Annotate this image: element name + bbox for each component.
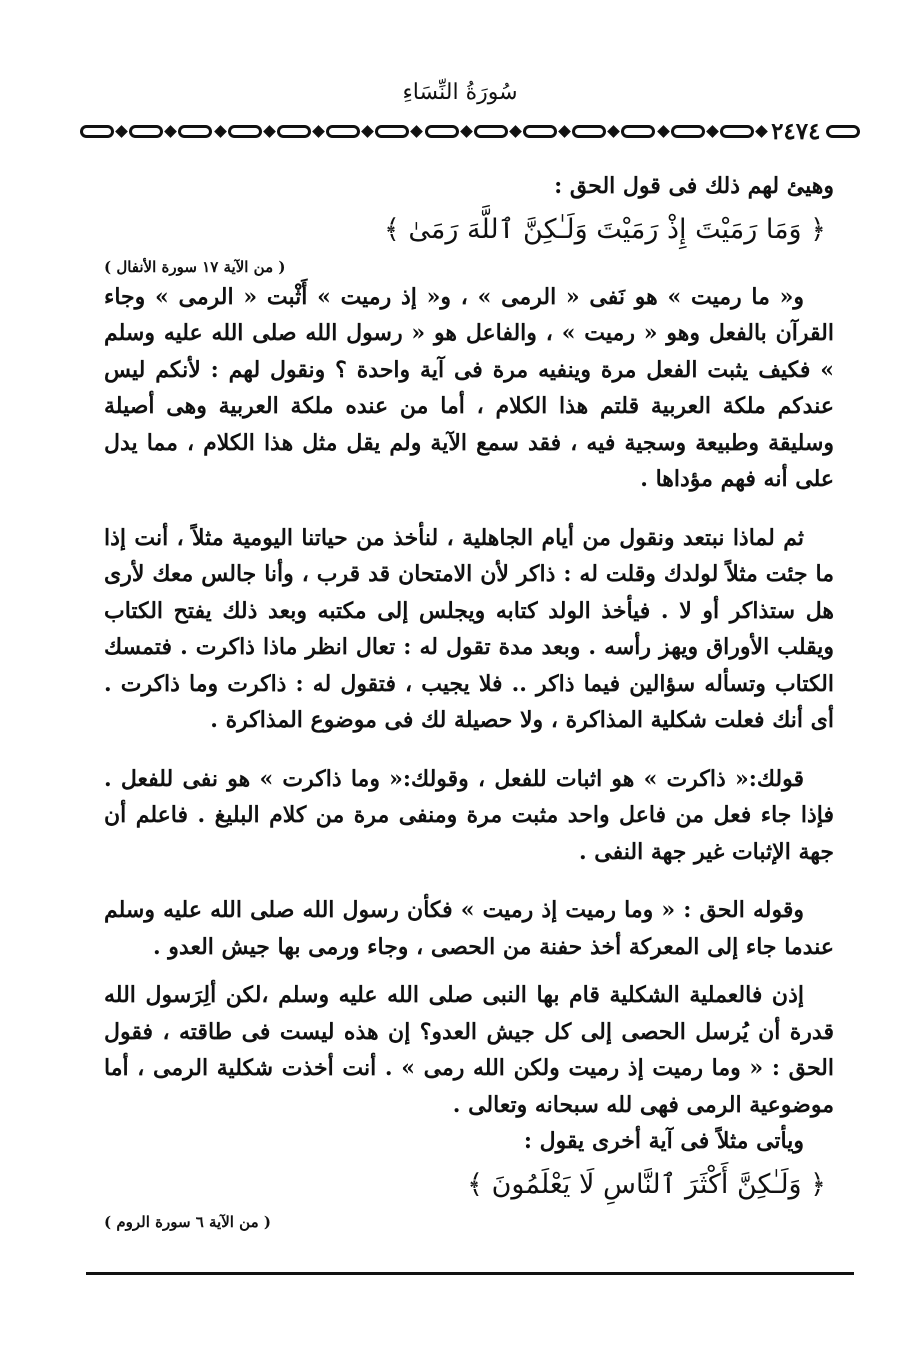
ornamental-chain-border [80,118,860,144]
verse-source-rum: ( من الآية ٦ سورة الروم ) [104,1212,271,1231]
paragraph-battle: وقوله الحق : « وما رميت إذ رميت » فكأن رسول الله صلى الله عليه وسلم عندما جاء إلى المعركة أخذ حفنة من الحصى ، وجاء ورمى بها جيش العدو . [104,897,834,960]
chain-link-icon [826,125,860,138]
diamond-icon [706,125,719,138]
chain-link-icon [375,125,409,138]
paragraph-spacer [104,739,834,761]
chain-link-icon [425,125,459,138]
diamond-icon [115,125,128,138]
diamond-icon [361,125,374,138]
quran-verse-rum: ﴿ وَلَـٰكِنَّ أَكْثَرَ ٱلنَّاسِ لَا يَعْلَمُونَ ﴾ [467,1168,826,1200]
chain-link-icon [671,125,705,138]
footer-divider [86,1272,854,1275]
verse-source-anfal: ( من الآية ١٧ سورة الأنفال ) [104,257,286,276]
chain-link-icon [80,125,114,138]
paragraph-spacer [104,870,834,892]
chain-link-icon [129,125,163,138]
paragraph-spacer [104,498,834,520]
chain-link-icon [621,125,655,138]
surah-title: سُورَةُ النِّسَاءِ [402,80,518,105]
chain-link-icon [474,125,508,138]
diamond-icon [509,125,522,138]
chain-link-icon [277,125,311,138]
chain-link-icon [228,125,262,138]
paragraph-formal-act: إذن فالعملية الشكلية قام بها النبى صلى الله عليه وسلم ،لكن ألِرَسول الله قدرة أن يُرسل الحصى إلى كل جيش العدو؟ إن هذه ليست فى طاقته ، فقول الحق : « وما رميت إذ رميت ولكن الله رمى » . أنت أخذت شكلية الرمى ، أما موضوعية الرمى فهى لله سبحانه وتعالى . [104,982,834,1118]
diamond-icon [607,125,620,138]
chain-link-icon [326,125,360,138]
chain-link-icon [572,125,606,138]
diamond-icon [558,125,571,138]
diamond-icon [312,125,325,138]
chain-link-icon [523,125,557,138]
diamond-icon [214,125,227,138]
intro-line: وهيئ لهم ذلك فى قول الحق : [554,173,834,199]
diamond-icon [411,125,424,138]
paragraph-affirm-negate: قولك:« ذاكرت » هو اثبات للفعل ، وقولك:« وما ذاكرت » هو نفى للفعل . فإذا جاء فعل من فاعل واحد مثبت مرة ومنفى مرة من كلام البليغ . فاعلم أن جهة الإثبات غير جهة النفى . [104,765,834,865]
paragraph-another-verse: ويأتى مثلاً فى آية أخرى يقول : [523,1128,804,1154]
diamond-icon [263,125,276,138]
diamond-icon [657,125,670,138]
paragraph-rami: و« ما رميت » هو نَفى « الرمى » ، و« إذ رميت » أَثْبت « الرمى » وجاء القرآن بالفعل وهو « رميت » ، والفاعل هو « رسول الله صلى الله عليه وسلم » فكيف يثبت الفعل مرة وينفيه مرة فى آية واحدة ؟ ونقول لهم : لأنكم ليس عندكم ملكة العربية قلتم هذا الكلام ، أما من عنده ملكة العربية وهى أصيلة وسليقة وطبيعة وسجية فيه ، فقد سمع الآية ولم يقل مثل هذا الكلام ، مما يدل على أنه فهم مؤداها . [104,283,834,492]
chain-link-icon [720,125,754,138]
diamond-icon [164,125,177,138]
paragraph-study-example: ثم لماذا نبتعد ونقول من أيام الجاهلية ، لنأخذ من حياتنا اليومية مثلاً ، أنت إذا ما جئت مثلاً لولدك وقلت له : ذاكر لأن الامتحان قد قرب ، وأنا جالس معك لأرى هل ستذاكر أو لا . فيأخذ الولد كتابه ويجلس إلى مكتبه وبعد ذلك يفتح الكتاب ويقلب الأوراق ويهز رأسه . وبعد مدة تقول له : تعال انظر ماذا ذاكرت . فتمسك الكتاب وتسأله سؤالين فيما ذاكر .. فلا يجيب ، فتقول له : ذاكرت وما ذاكرت . أى أنك فعلت شكلية المذاكرة ، ولا حصيلة لك فى موضوع المذاكرة . [104,524,834,733]
page-body [104,168,834,1234]
quran-verse-anfal: ﴿ وَمَا رَمَيْتَ إِذْ رَمَيْتَ وَلَـٰكِنَّ ٱللَّهَ رَمَىٰ ﴾ [384,213,826,245]
paragraph-spacer [104,965,834,977]
diamond-icon [755,125,768,138]
diamond-icon [460,125,473,138]
page-number: ٢٤٧٤ [771,117,821,145]
chain-link-icon [178,125,212,138]
